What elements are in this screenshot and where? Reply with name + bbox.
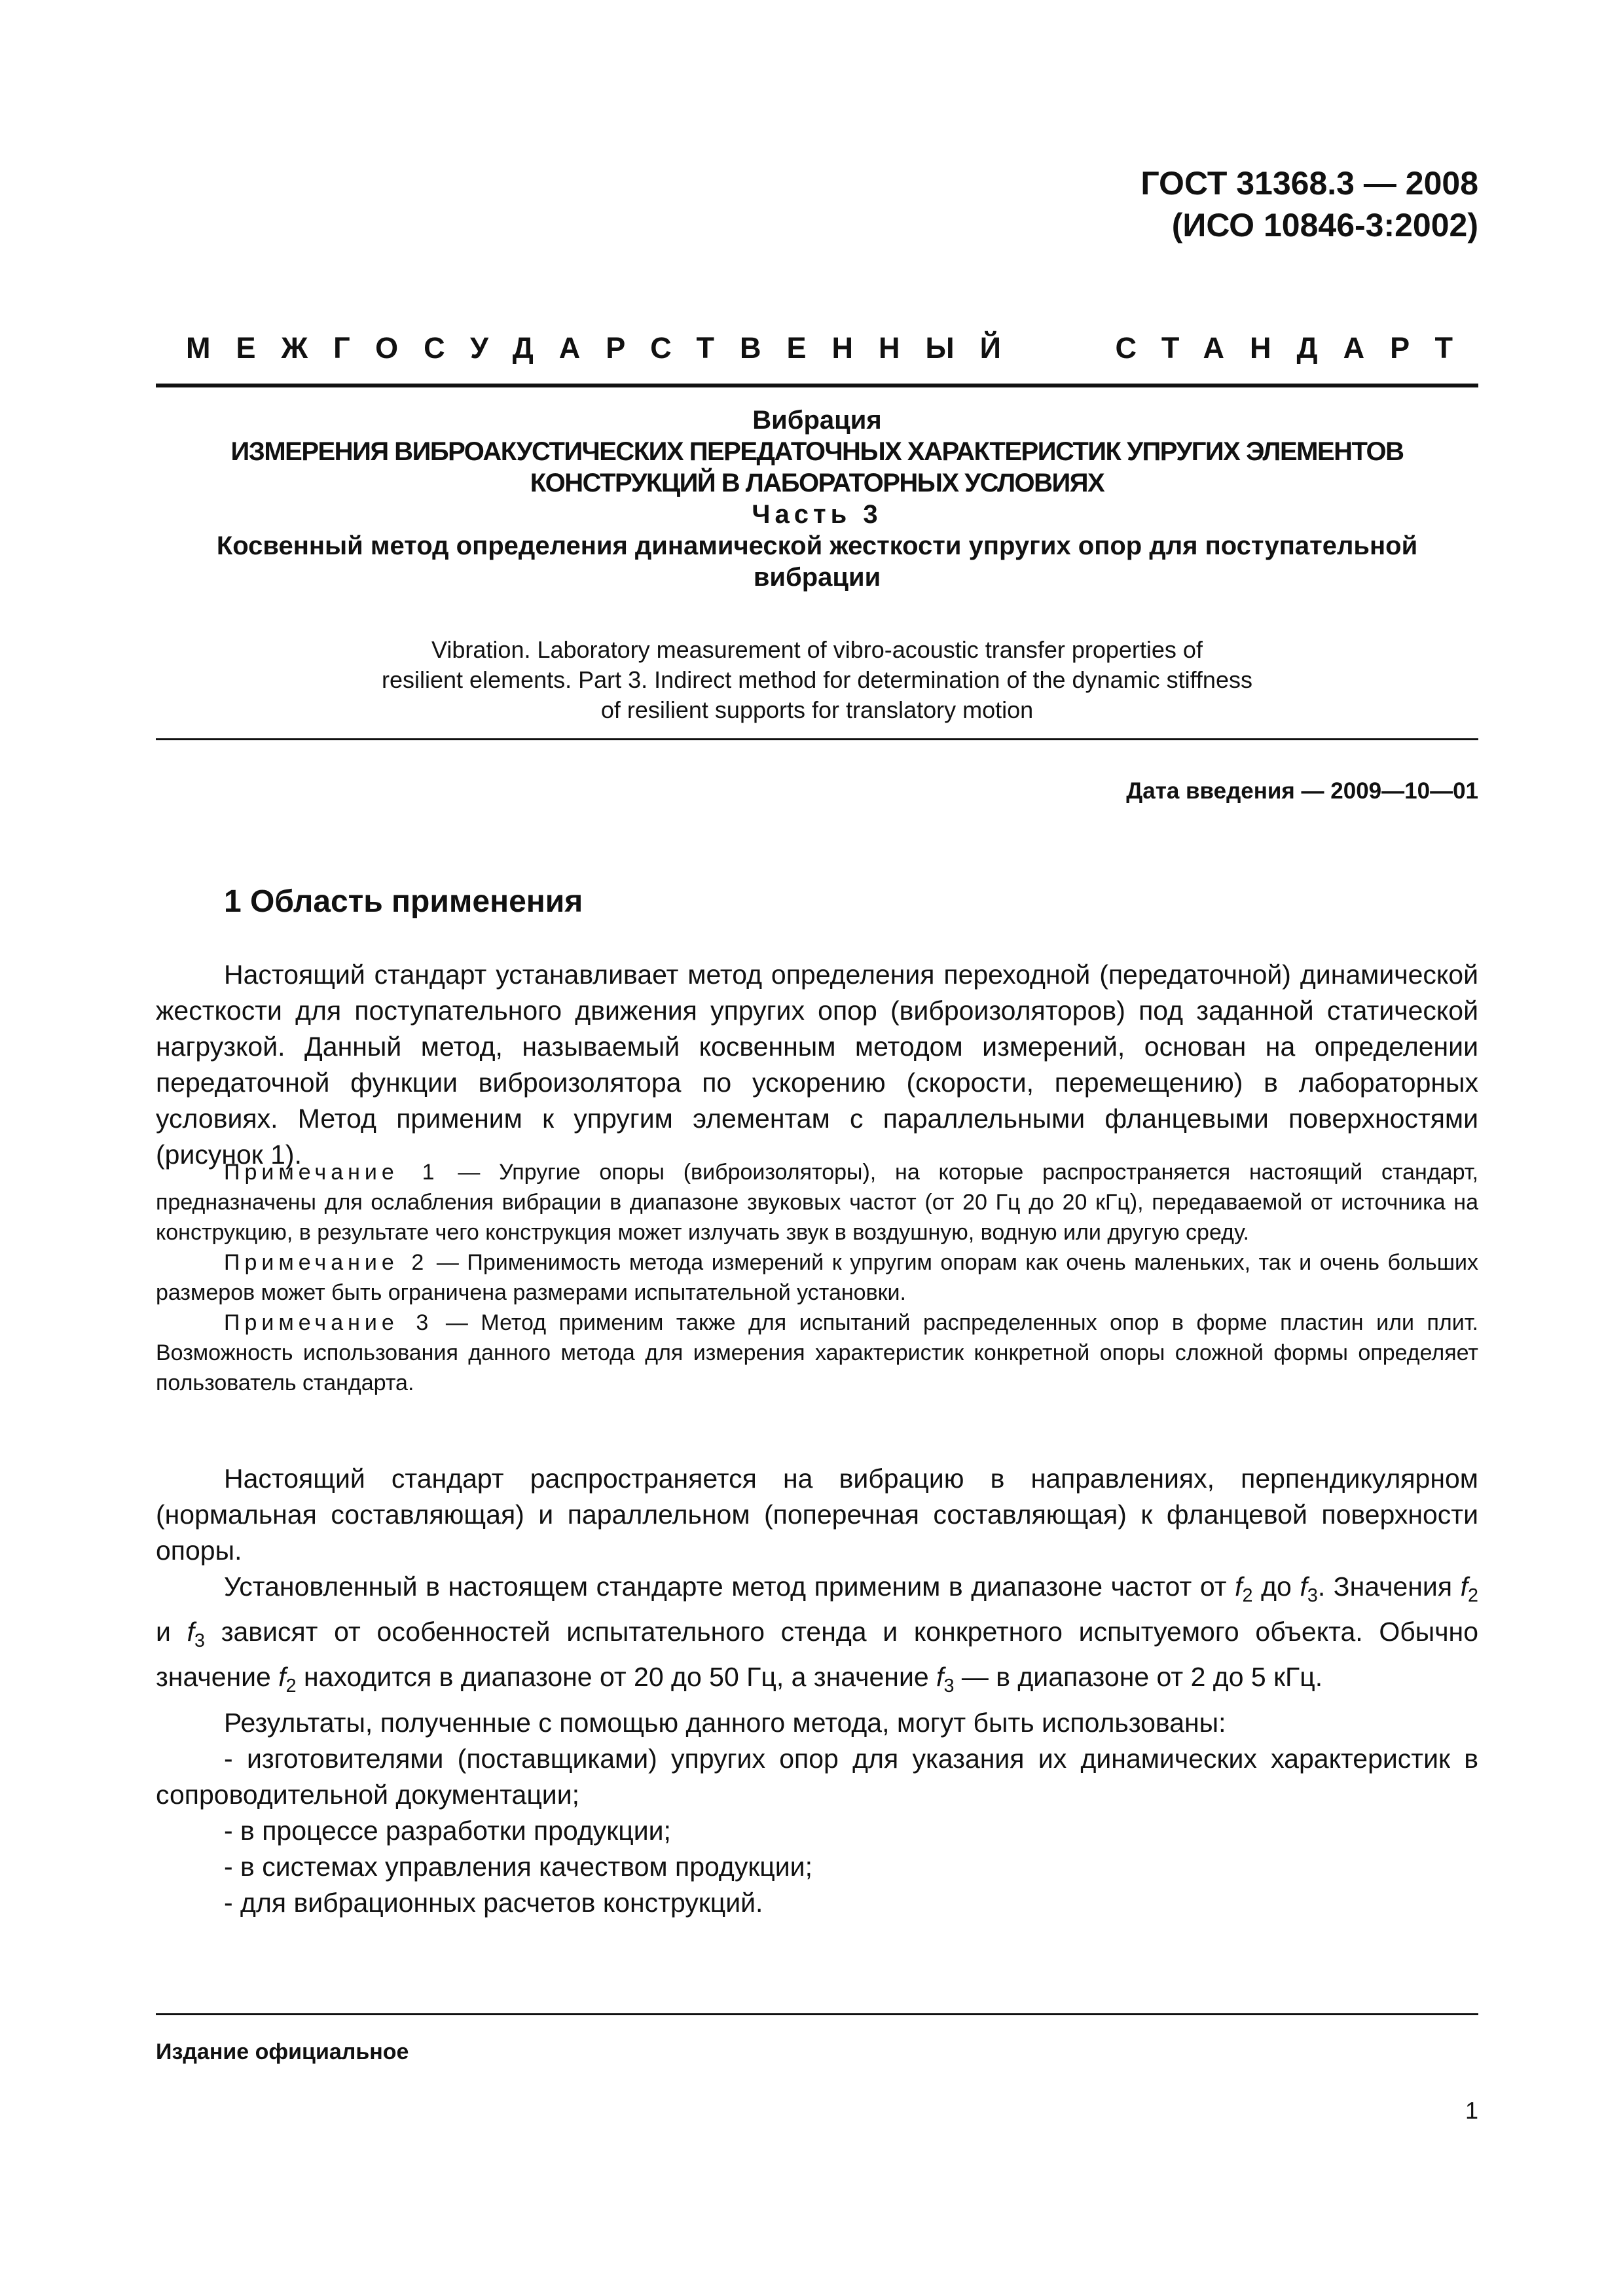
title-line-main: ИЗМЕРЕНИЯ ВИБРОАКУСТИЧЕСКИХ ПЕРЕДАТОЧНЫХ ХАРАКТЕРИСТИК УПРУГИХ ЭЛЕМЕНТОВ bbox=[230, 437, 1404, 466]
official-edition: Издание официальное bbox=[156, 2039, 409, 2064]
standard-code-iso: (ИСО 10846-3:2002) bbox=[1171, 207, 1478, 243]
note-3 bbox=[156, 1308, 1478, 1398]
notes-block bbox=[156, 1157, 1478, 1398]
note-1-text: — Упругие опоры (виброизоляторы), на которые распространяется настоящий стандарт, предназначены для ослабления вибрации в диапазоне звуковых частот (от 20 Гц до 20 кГц), передаваемой от источника на конструкцию, в результате чего конструкция может излучать звук в воздушную, водную или другую среду. bbox=[156, 1160, 1478, 1245]
title-block-en bbox=[156, 635, 1478, 725]
list-item: - изготовителями (поставщиками) упругих опор для указания их динамических характеристик в сопроводительной документации; bbox=[156, 1743, 1478, 1810]
title-line-vibration: Вибрация bbox=[752, 406, 882, 435]
paragraph-usage: Результаты, полученные с помощью данного метода, могут быть использованы: bbox=[224, 1707, 1226, 1738]
introduction-date: Дата введения — 2009—10—01 bbox=[1126, 778, 1478, 804]
note-2 bbox=[156, 1247, 1478, 1308]
title-line-main-cont: КОНСТРУКЦИЙ В ЛАБОРАТОРНЫХ УСЛОВИЯХ bbox=[530, 469, 1104, 497]
title-line-method-cont: вибрации bbox=[753, 563, 881, 592]
scope-paragraph-1 bbox=[156, 957, 1478, 1173]
category-line bbox=[156, 327, 1478, 369]
title-line-method: Косвенный метод определения динамической жесткости упругих опор для поступательной bbox=[216, 531, 1418, 560]
paragraph-frequency-range: Установленный в настоящем стандарте метод применим в диапазоне частот от $f_2$ до $f_3$. Значения $f_2$ и $f_3$ зависят от особенностей испытательного стенда и конкретного испытуемого объекта. Обычно значение $f_2$ находится в диапазоне от 20 до 50 Гц, а значение $f_3$ — в диапазоне от 2 до 5 кГц. bbox=[156, 1571, 1478, 1697]
page-number: 1 bbox=[1465, 2097, 1478, 2124]
title-en-line3: of resilient supports for translatory motion bbox=[600, 696, 1034, 723]
section-heading: 1 Область применения bbox=[224, 884, 583, 919]
title-block-ru bbox=[156, 404, 1478, 593]
list-item: - в процессе разработки продукции; bbox=[224, 1815, 671, 1846]
title-rule bbox=[156, 738, 1478, 740]
title-en-line2: resilient elements. Part 3. Indirect method for determination of the dynamic stiffness bbox=[382, 666, 1252, 693]
standard-code bbox=[982, 162, 1478, 246]
footer-rule bbox=[156, 2013, 1478, 2015]
note-3-label: Примечание 3 bbox=[224, 1310, 433, 1335]
top-rule bbox=[156, 384, 1478, 387]
note-2-text: — Применимость метода измерений к упругим опорам как очень маленьких, так и очень больших размеров может быть ограничена размерами испытательной установки. bbox=[156, 1250, 1478, 1305]
note-1-label: Примечание 1 bbox=[224, 1160, 439, 1185]
note-3-text: — Метод применим также для испытаний распределенных опор в форме пластин или плит. Возможность использования данного метода для измерения характеристик конкретной опоры сложной формы определяет пользователь стандарта. bbox=[156, 1310, 1479, 1395]
paragraph-text: Настоящий стандарт устанавливает метод определения переходной (передаточной) динамической жесткости для поступательного движения упругих опор (виброизоляторов) под заданной статической нагрузкой. Данный метод, называемый косвенным методом измерений, основан на определении передаточной функции виброизолятора по ускорению (скорости, перемещению) в лабораторных условиях. Метод применим к упругим элементам с параллельными фланцевыми поверхностями (рисунок 1). bbox=[156, 960, 1478, 1170]
list-item: - в системах управления качеством продукции; bbox=[224, 1851, 812, 1882]
note-1 bbox=[156, 1157, 1478, 1247]
paragraph-directions: Настоящий стандарт распространяется на вибрацию в направлениях, перпендикулярном (нормальная составляющая) и параллельном (поперечная составляющая) к фланцевой поверхности опоры. bbox=[156, 1463, 1478, 1566]
title-part: Часть 3 bbox=[752, 500, 883, 529]
scope-paragraphs-2 bbox=[156, 1461, 1478, 1921]
category-word-interstate: МЕЖГОСУДАРСТВЕННЫЙ bbox=[186, 331, 1027, 365]
standard-code-gost: ГОСТ 31368.3 — 2008 bbox=[1140, 165, 1478, 202]
category-word-standard: СТАНДАРТ bbox=[1115, 331, 1478, 365]
note-2-label: Примечание 2 bbox=[224, 1250, 429, 1275]
title-en-line1: Vibration. Laboratory measurement of vibro-acoustic transfer properties of bbox=[431, 636, 1203, 663]
list-item: - для вибрационных расчетов конструкций. bbox=[224, 1887, 763, 1918]
